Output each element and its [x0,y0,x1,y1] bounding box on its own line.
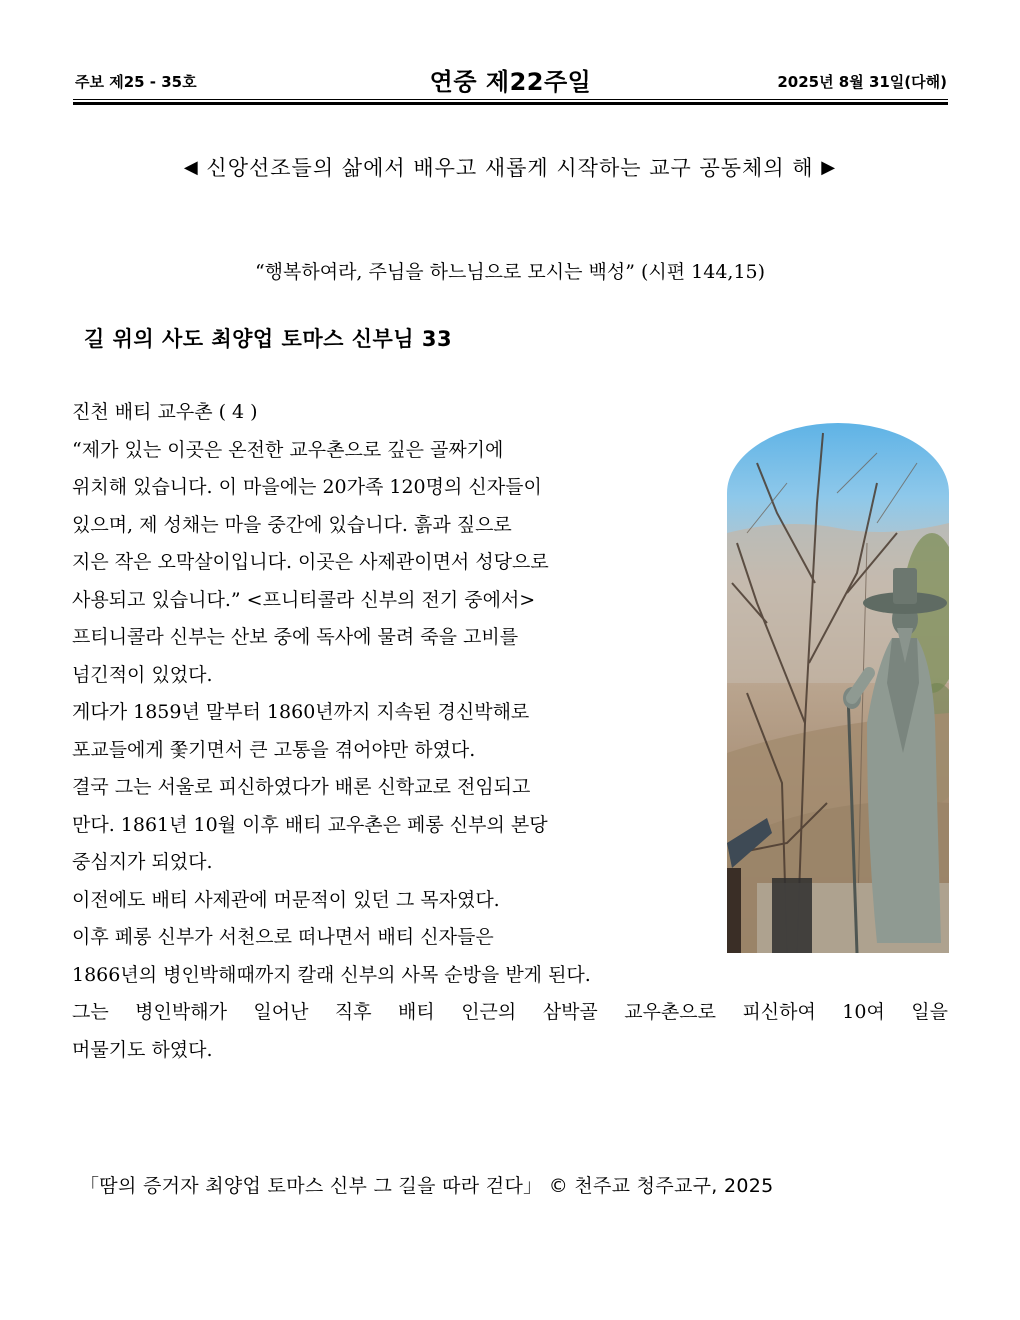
article-line: 사용되고 있습니다.” <프니티콜라 신부의 전기 중에서> [72,588,536,611]
series-title: 길 위의 사도 최양업 토마스 신부님 33 [84,327,453,351]
year-theme-text: 신앙선조들의 삶에서 배우고 새롭게 시작하는 교구 공동체의 해 [206,156,814,180]
article-line: 지은 작은 오막살이입니다. 이곳은 사제관이면서 성당으로 [72,551,549,573]
article-line: 1866년의 병인박해때까지 칼래 신부의 사목 순방을 받게 된다. [72,963,591,986]
article-line: 이후 페롱 신부가 서천으로 떠나면서 배티 신자들은 [72,926,494,948]
header-rule-thick [73,102,948,105]
article-line: 머물기도 하였다. [72,1038,213,1061]
source-credit: 「땀의 증거자 최양업 토마스 신부 그 길을 따라 걷다」 © 천주교 청주교구, 2025 [80,1175,774,1197]
psalm-verse: “행복하여라, 주님을 하느님으로 모시는 백성” (시편 144,15) [254,261,766,283]
week-title: 연중 제22주일 [429,68,592,96]
article-line: 게다가 1859년 말부터 1860년까지 지속된 경신박해로 [72,701,530,723]
right-triangle-icon: ▶ [821,157,837,178]
page-header [73,64,948,94]
article-line: 그는 병인박해가 일어난 직후 배티 인근의 삼박골 교우촌으로 피신하여 10여 일을 [72,1001,948,1023]
issue-date: 2025년 8월 31일(다해) [777,73,947,91]
left-triangle-icon: ◀ [183,157,199,178]
article-line: 위치해 있습니다. 이 마을에는 20가족 120명의 신자들이 [72,476,542,498]
article-line: 이전에도 배티 사제관에 머문적이 있던 그 목자였다. [72,888,500,911]
header-rule-thin [73,99,948,100]
article-line: 만다. 1861년 10월 이후 배티 교우촌은 페롱 신부의 본당 [72,813,548,836]
article-line: 넘긴적이 있었다. [72,663,213,686]
article-line: “제가 있는 이곳은 온전한 교우촌으로 깊은 골짜기에 [72,438,504,461]
article-line: 결국 그는 서울로 피신하였다가 배론 신학교로 전임되고 [72,776,531,798]
article-line: 중심지가 되었다. [72,851,213,873]
year-theme-banner [100,152,920,182]
article-subtitle: 진천 배티 교우촌 ( 4 ) [72,401,258,423]
statue-photo [727,423,949,953]
issue-number: 주보 제25 - 35호 [75,73,197,91]
statue-illustration [727,423,949,953]
article-line: 프티니콜라 신부는 산보 중에 독사에 물려 죽을 고비를 [72,626,519,648]
article-line: 있으며, 제 성채는 마을 중간에 있습니다. 흙과 짚으로 [72,513,512,536]
article-line: 포교들에게 쫓기면서 큰 고통을 겪어야만 하였다. [72,738,476,761]
